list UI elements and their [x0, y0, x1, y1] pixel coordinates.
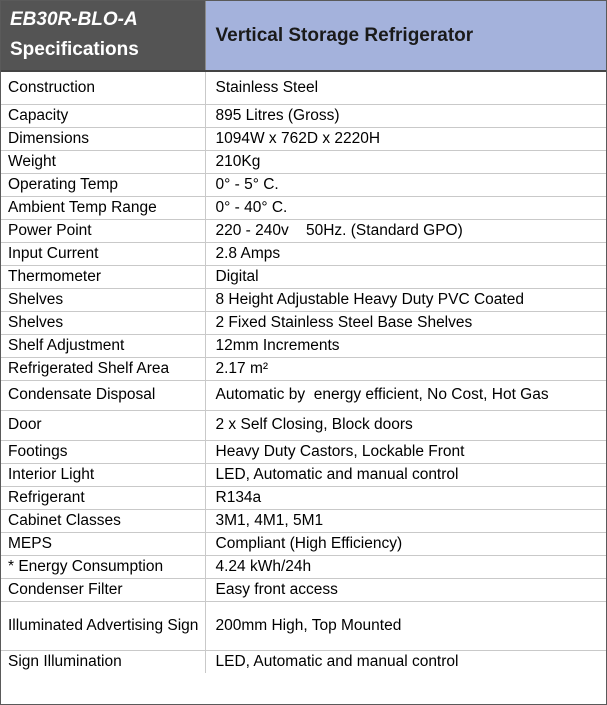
spec-table — [1, 1, 606, 673]
spec-label: Door — [1, 410, 205, 440]
spec-label: Sign Illumination — [1, 650, 205, 673]
table-row — [1, 265, 606, 288]
spec-label: Operating Temp — [1, 173, 205, 196]
table-row — [1, 311, 606, 334]
table-row — [1, 440, 606, 463]
table-row — [1, 173, 606, 196]
table-row — [1, 219, 606, 242]
spec-label: Footings — [1, 440, 205, 463]
spec-value: 2 Fixed Stainless Steel Base Shelves — [205, 311, 606, 334]
table-row — [1, 71, 606, 104]
table-row — [1, 578, 606, 601]
spec-label: Condensate Disposal — [1, 380, 205, 410]
model-code: EB30R-BLO-A — [10, 9, 138, 30]
spec-label: Construction — [1, 71, 205, 104]
spec-label: Shelves — [1, 311, 205, 334]
spec-value: 8 Height Adjustable Heavy Duty PVC Coated — [205, 288, 606, 311]
spec-value: 0° - 5° C. — [205, 173, 606, 196]
table-row — [1, 334, 606, 357]
spec-label: Refrigerated Shelf Area — [1, 357, 205, 380]
header-title-cell — [1, 1, 205, 71]
spec-label: Illuminated Advertising Sign — [1, 601, 205, 650]
header-row — [1, 1, 606, 71]
spec-value: Compliant (High Efficiency) — [205, 532, 606, 555]
table-row — [1, 532, 606, 555]
table-row — [1, 410, 606, 440]
spec-value: R134a — [205, 486, 606, 509]
table-row — [1, 380, 606, 410]
spec-label: Ambient Temp Range — [1, 196, 205, 219]
spec-value: 2.8 Amps — [205, 242, 606, 265]
spec-value: Heavy Duty Castors, Lockable Front — [205, 440, 606, 463]
spec-value: 220 - 240v 50Hz. (Standard GPO) — [205, 219, 606, 242]
spec-label: Weight — [1, 150, 205, 173]
table-row — [1, 509, 606, 532]
spec-label: Condenser Filter — [1, 578, 205, 601]
spec-value: 1094W x 762D x 2220H — [205, 127, 606, 150]
spec-label: Dimensions — [1, 127, 205, 150]
table-row — [1, 127, 606, 150]
spec-value: 895 Litres (Gross) — [205, 104, 606, 127]
table-row — [1, 150, 606, 173]
table-row — [1, 601, 606, 650]
table-row — [1, 196, 606, 219]
spec-value: Easy front access — [205, 578, 606, 601]
table-row — [1, 104, 606, 127]
spec-value: 0° - 40° C. — [205, 196, 606, 219]
spec-value: LED, Automatic and manual control — [205, 463, 606, 486]
table-row — [1, 555, 606, 578]
spec-label: * Energy Consumption — [1, 555, 205, 578]
spec-label: Refrigerant — [1, 486, 205, 509]
spec-label: Shelf Adjustment — [1, 334, 205, 357]
spec-value: 200mm High, Top Mounted — [205, 601, 606, 650]
specifications-heading: Specifications — [10, 39, 139, 60]
spec-label: Cabinet Classes — [1, 509, 205, 532]
spec-value: 2 x Self Closing, Block doors — [205, 410, 606, 440]
table-row — [1, 463, 606, 486]
spec-value: Automatic by energy efficient, No Cost, Hot Gas — [205, 380, 606, 410]
spec-value: 12mm Increments — [205, 334, 606, 357]
spec-label: Thermometer — [1, 265, 205, 288]
spec-value: Digital — [205, 265, 606, 288]
spec-value: 3M1, 4M1, 5M1 — [205, 509, 606, 532]
table-row — [1, 650, 606, 673]
spec-label: Interior Light — [1, 463, 205, 486]
spec-label: Shelves — [1, 288, 205, 311]
spec-value: LED, Automatic and manual control — [205, 650, 606, 673]
spec-label: Input Current — [1, 242, 205, 265]
spec-value: 210Kg — [205, 150, 606, 173]
table-row — [1, 288, 606, 311]
spec-label: MEPS — [1, 532, 205, 555]
table-row — [1, 242, 606, 265]
table-row — [1, 486, 606, 509]
spec-value: Stainless Steel — [205, 71, 606, 104]
spec-label: Capacity — [1, 104, 205, 127]
spec-value: 2.17 m² — [205, 357, 606, 380]
table-row — [1, 357, 606, 380]
spec-label: Power Point — [1, 219, 205, 242]
spec-value: 4.24 kWh/24h — [205, 555, 606, 578]
product-name: Vertical Storage Refrigerator — [205, 1, 606, 71]
